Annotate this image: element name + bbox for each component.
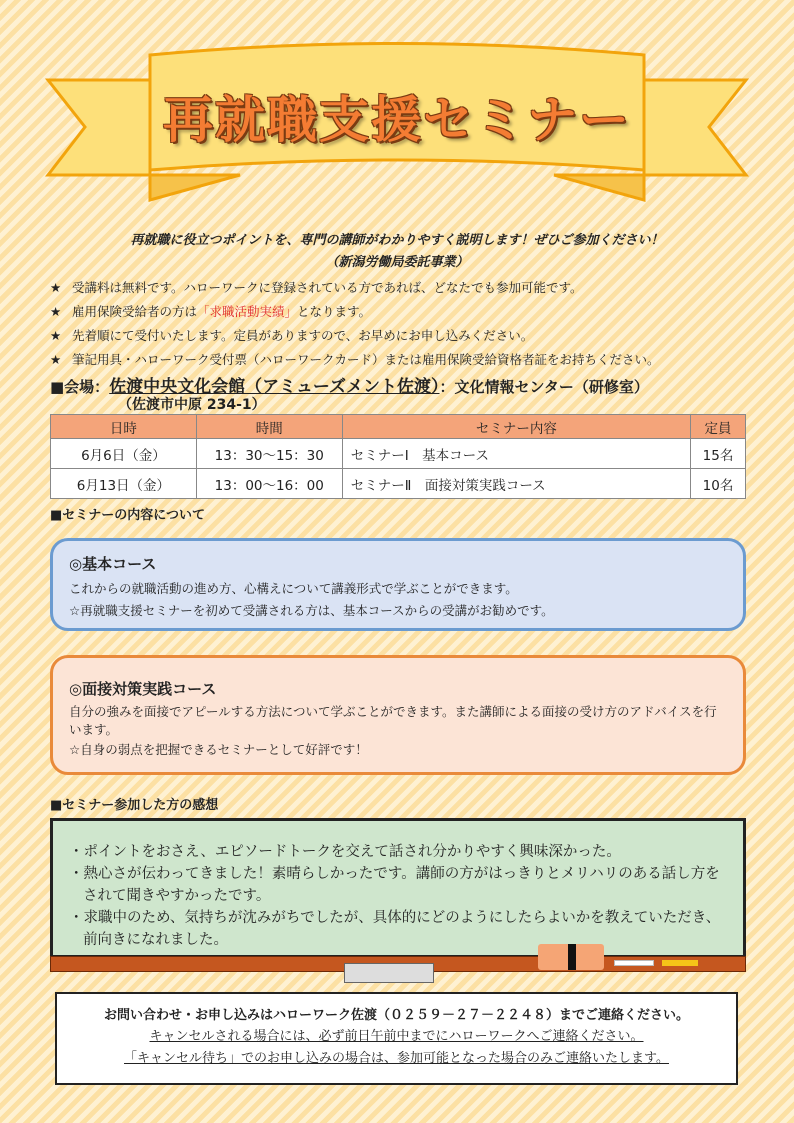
- contact-line: お問い合わせ・お申し込みはハローワーク佐渡（０２５９－２７－２２４８）までご連絡ください。: [103, 1008, 689, 1023]
- star-icon: ★: [50, 352, 62, 367]
- table-row: [51, 469, 746, 499]
- note-text: となります。: [297, 304, 372, 319]
- note-item: [50, 276, 770, 300]
- cell-date: 6月6日（金）: [51, 439, 197, 469]
- cell-capacity: 10名: [691, 469, 746, 499]
- col-header-time: 時間: [196, 415, 342, 439]
- contents-heading: ■セミナーの内容について: [50, 508, 206, 523]
- venue-label: ■会場：: [50, 378, 110, 396]
- intro-line: 再就職に役立つポイントを、専門の講師がわかりやすく説明します！ぜひご参加ください！: [130, 233, 664, 248]
- list-item: ・ポイントをおさえ、エピソードトークを交えて話され分かりやすく興味深かった。: [69, 844, 621, 860]
- list-item: ・求職中のため、気持ちが沈みがちでしたが、具体的にどのようにしたらよいかを教えていただき、前向きになれました。: [69, 910, 721, 948]
- notes-list: [50, 276, 770, 372]
- interview-course-note: ☆自身の弱点を把握できるセミナーとして好評です！: [69, 742, 368, 757]
- interview-course-title: ◎面接対策実践コース: [69, 680, 217, 698]
- col-header-content: セミナー内容: [342, 415, 690, 439]
- waitlist-note: 「キャンセル待ち」でのお申し込みの場合は、参加可能となった場合のみご連絡いたします。: [124, 1051, 669, 1066]
- basic-course-box: [50, 538, 746, 631]
- intro: [0, 230, 794, 274]
- venue-room: ：文化情報センター（研修室）: [439, 378, 649, 396]
- note-item: [50, 348, 770, 372]
- venue-name: 佐渡中央文化会館（アミューズメント佐渡）: [109, 377, 440, 397]
- star-icon: ★: [50, 304, 62, 319]
- intro-sponsor: （新潟労働局委託事業）: [325, 255, 469, 270]
- star-icon: ★: [50, 328, 62, 343]
- col-header-date: 日時: [51, 415, 197, 439]
- contact-box: [55, 992, 738, 1085]
- schedule-table: [50, 414, 746, 499]
- star-icon: ★: [50, 280, 62, 295]
- feedback-board: [50, 818, 746, 958]
- note-text: 受講料は無料です。ハローワークに登録されている方であれば、どなたでも参加可能です。: [72, 280, 583, 295]
- cell-time: 13：30〜15：30: [196, 439, 342, 469]
- basic-course-note: ☆再就職支援セミナーを初めて受講される方は、基本コースからの受講がお勧めです。: [69, 603, 554, 618]
- feedback-heading: ■セミナー参加した方の感想: [50, 798, 219, 813]
- basic-course-desc: これからの就職活動の進め方、心構えについて講義形式で学ぶことができます。: [69, 581, 518, 596]
- note-highlight: 「求職活動実績」: [197, 304, 298, 319]
- board-plate: [344, 963, 434, 983]
- table-row: [51, 439, 746, 469]
- col-header-capacity: 定員: [691, 415, 746, 439]
- interview-course-box: [50, 655, 746, 775]
- note-text: 先着順にて受付いたします。定員がありますので、お早めにお申し込みください。: [72, 328, 534, 343]
- list-item: ・熱心さが伝わってきました！素晴らしかったです。講師の方がはっきりとメリハリのある話し方をされて聞きやすかったです。: [69, 866, 720, 904]
- cell-content: セミナーⅠ 基本コース: [342, 439, 690, 469]
- note-item: [50, 324, 770, 348]
- note-item: [50, 300, 770, 324]
- title-banner: [0, 0, 794, 230]
- basic-course-title: ◎基本コース: [69, 555, 157, 573]
- note-text: 筆記用具・ハローワーク受付票（ハローワークカード）または雇用保険受給資格者証をお持ちください。: [72, 352, 660, 367]
- cell-time: 13：00〜16：00: [196, 469, 342, 499]
- page-title: 再就職支援セミナー: [163, 91, 631, 149]
- feedback-list: [69, 841, 727, 951]
- yellow-chalk-icon: [662, 960, 698, 966]
- interview-course-desc: 自分の強みを面接でアピールする方法について学ぶことができます。また講師による面接の受け方のアドバイスを行います。: [69, 704, 717, 737]
- cell-capacity: 15名: [691, 439, 746, 469]
- note-text: 雇用保険受給者の方は: [72, 304, 198, 319]
- venue-address: （佐渡市中原 234-1）: [118, 397, 266, 413]
- cell-content: セミナーⅡ 面接対策実践コース: [342, 469, 690, 499]
- eraser-band: [568, 944, 576, 970]
- cancel-note: キャンセルされる場合には、必ず前日午前中までにハローワークへご連絡ください。: [149, 1029, 644, 1044]
- table-header-row: [51, 415, 746, 439]
- white-chalk-icon: [614, 960, 654, 966]
- cell-date: 6月13日（金）: [51, 469, 197, 499]
